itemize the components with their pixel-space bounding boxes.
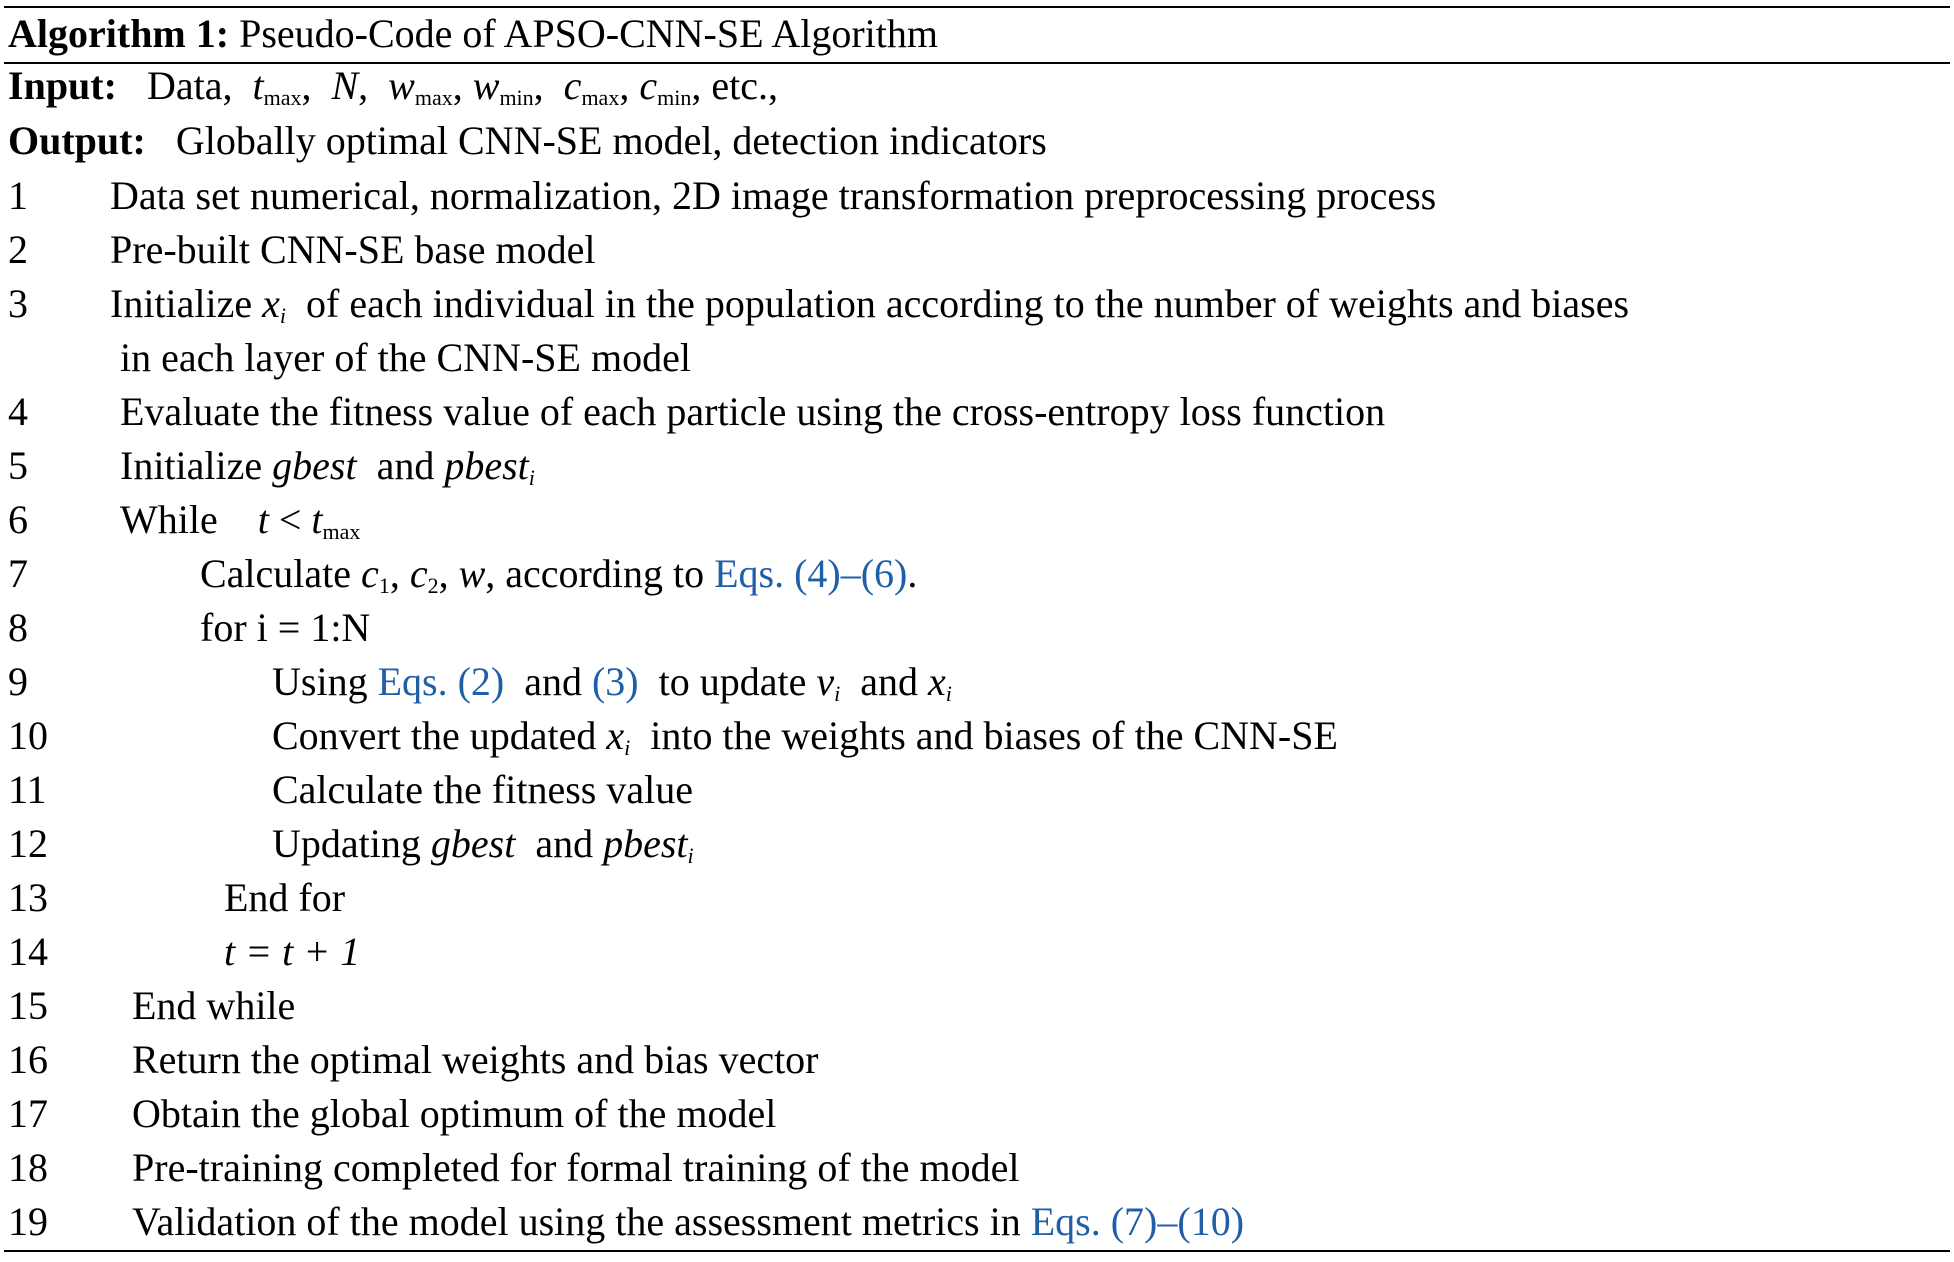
step-text: Calculate the fitness value <box>272 767 693 812</box>
step-text: Obtain the global optimum of the model <box>132 1091 777 1136</box>
equation-link[interactable]: Eqs. (4)–(6) <box>714 551 908 596</box>
step-text: Pre-built CNN-SE base model <box>110 227 596 272</box>
input-label: Input: <box>8 63 117 108</box>
step-text: Updating gbest and pbest$_i$ <box>272 821 694 868</box>
step-text: Using Eqs. (2) and (3) to update $v_i$ and $x_i$ <box>272 659 952 706</box>
bottom-rule <box>4 1250 1950 1252</box>
step-number: 17 <box>8 1091 48 1136</box>
step-text: Return the optimal weights and bias vector <box>132 1037 819 1082</box>
input-text: Data, $t_{max}$, N, $w_{max}$, $w_{min}$, $c_{max}$, $c_{min}$, etc., <box>126 63 778 110</box>
step-number: 12 <box>8 821 48 866</box>
equation-link[interactable]: (3) <box>591 659 639 704</box>
algorithm-title-text: Pseudo-Code of APSO-CNN-SE Algorithm <box>239 11 939 56</box>
output-text: Globally optimal CNN-SE model, detection indicators <box>175 118 1047 163</box>
equation-link[interactable]: Eqs. (2) <box>377 659 505 704</box>
step-text: While $t < t_{max}$ <box>120 497 361 544</box>
step-number: 7 <box>8 551 28 596</box>
algorithm-title <box>8 8 938 60</box>
step-text: Initialize $x_i$ of each individual in the population according to the number of weights and biases <box>110 281 1630 328</box>
step-text: Initialize gbest and pbest$_i$ <box>120 443 535 490</box>
step-text: t = t + 1 <box>224 929 361 974</box>
step-number: 1 <box>8 173 28 218</box>
step-number: 15 <box>8 983 48 1028</box>
step-text: End for <box>224 875 346 920</box>
step-number: 16 <box>8 1037 48 1082</box>
step-number: 13 <box>8 875 48 920</box>
algorithm-label: Algorithm 1: <box>8 11 230 56</box>
step-number: 18 <box>8 1145 48 1190</box>
step-number: 10 <box>8 713 48 758</box>
step-text: for i = 1:N <box>200 605 371 650</box>
step-number: 9 <box>8 659 28 704</box>
step-text: Calculate $c_1$, $c_2$, w, according to Eqs. (4)–(6). <box>200 551 918 598</box>
step-text: Validation of the model using the assessment metrics in Eqs. (7)–(10) <box>132 1199 1245 1244</box>
step-number: 8 <box>8 605 28 650</box>
step-text: in each layer of the CNN-SE model <box>120 335 691 380</box>
step-number: 19 <box>8 1199 48 1244</box>
step-number: 4 <box>8 389 28 434</box>
step-number: 3 <box>8 281 28 326</box>
step-number: 2 <box>8 227 28 272</box>
step-text: Convert the updated $x_i$ into the weights and biases of the CNN-SE <box>272 713 1338 760</box>
step-text: Pre-training completed for formal training of the model <box>132 1145 1020 1190</box>
equation-link[interactable]: Eqs. (7)–(10) <box>1030 1199 1245 1244</box>
step-text: Evaluate the fitness value of each particle using the cross-entropy loss function <box>120 389 1386 434</box>
step-number: 14 <box>8 929 48 974</box>
step-text: End while <box>132 983 296 1028</box>
step-text: Data set numerical, normalization, 2D image transformation preprocessing process <box>110 173 1437 218</box>
step-number: 6 <box>8 497 28 542</box>
step-number: 11 <box>8 767 47 812</box>
step-number: 5 <box>8 443 28 488</box>
output-label: Output: <box>8 118 146 163</box>
output-line <box>8 115 1047 167</box>
